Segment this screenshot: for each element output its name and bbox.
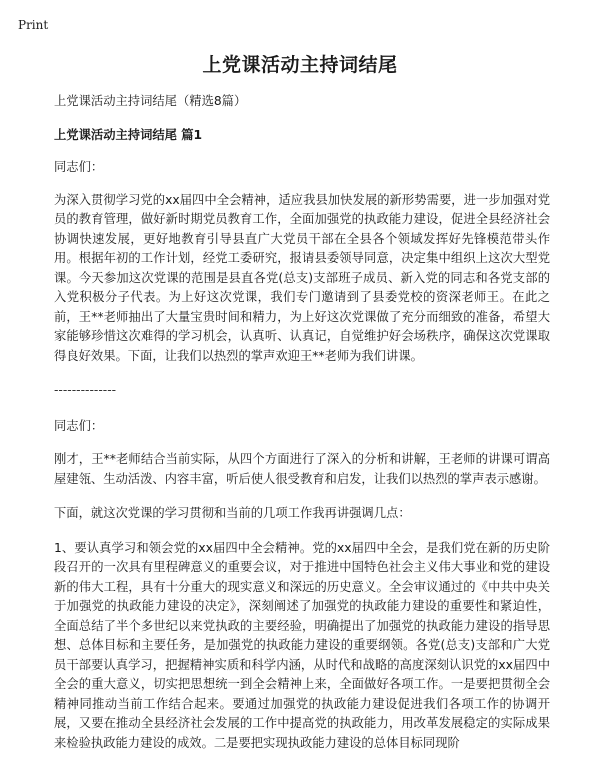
paragraph: 为深入贯彻学习党的xx届四中全会精神，适应我县加快发展的新形势需要，进一步加强对党员的教育管理，做好新时期党员教育工作，全面加强党的执政能力建设，促进全县经济社会协调快速发展，更好地教育引导县直广大党员干部在全县各个领域发挥好先锋模范带头作用。根据年初的工作计划，经党工委研究，报请县委领导同意，决定集中组织上这次大型党课。今天参加这次党课的范围是县直各党(总支)支部班子成员、新入党的同志和各党支部的入党积极分子代表。为上好这次党课，我们专门邀请到了县委党校的资深老师王。在此之前，王**老师抽出了大量宝贵时间和精力，为上好这次党课做了充分而细致的准备，希望大家能够珍惜这次难得的学习机会，认真听、认真记，自觉维护好会场秩序，确保这次党课取得良好效果。下面，让我们以热烈的掌声欢迎王**老师为我们讲课。	[54, 192, 550, 363]
paragraph: 下面，就这次党课的学习贯彻和当前的几项工作我再讲强调几点：	[54, 506, 411, 520]
divider-line: --------------	[54, 383, 117, 397]
article-subtitle: 上党课活动主持词结尾（精选8篇）	[54, 94, 247, 108]
greeting: 同志们：	[54, 418, 104, 433]
section-heading: 上党课活动主持词结尾 篇1	[54, 127, 203, 142]
greeting: 同志们：	[54, 160, 104, 174]
paragraph: 1、要认真学习和领会党的xx届四中全会精神。党的xx届四中全会，是我们党在新的历史阶段召开的一次具有里程碑意义的重要会议，对于推进中国特色社会主义伟大事业和党的建设新的伟大工程，具有十分重大的现实意义和深远的历史意义。全会审议通过的《中共中央关于加强党的执政能力建设的决定》，深刻阐述了加强党的执政能力建设的重要性和紧迫性，全面总结了半个多世纪以来党执政的主要经验，明确提出了加强党的执政能力建设的指导思想、总体目标和主要任务，是加强党的执政能力建设的重要纲领。各党(总支)支部和广大党员干部要认真学习，把握精神实质和科学内涵，从时代和战略的高度深刻认识党的xx届四中全会的重大意义，切实把思想统一到全会精神上来，全面做好各项工作。一是要把贯彻全会精神同推动当前工作结合起来。要通过加强党的执政能力建设促进我们各项工作的协调开展，又要在推动全县经济社会发展的工作中提高党的执政能力，用改革发展稳定的实际成果来检验执政能力建设的成效。二是要把实现执政能力建设的总体目标同现阶	[54, 540, 550, 750]
article-body	[54, 92, 550, 768]
paragraph: 刚才，王**老师结合当前实际，从四个方面进行了深入的分析和讲解，王老师的讲课可谓高屋建瓴、生动活泼、内容丰富，听后使人很受教育和启发，让我们以热烈的掌声表示感谢。	[54, 452, 550, 486]
page-title: 上党课活动主持词结尾	[202, 54, 398, 76]
print-link[interactable]: Print	[18, 18, 49, 32]
